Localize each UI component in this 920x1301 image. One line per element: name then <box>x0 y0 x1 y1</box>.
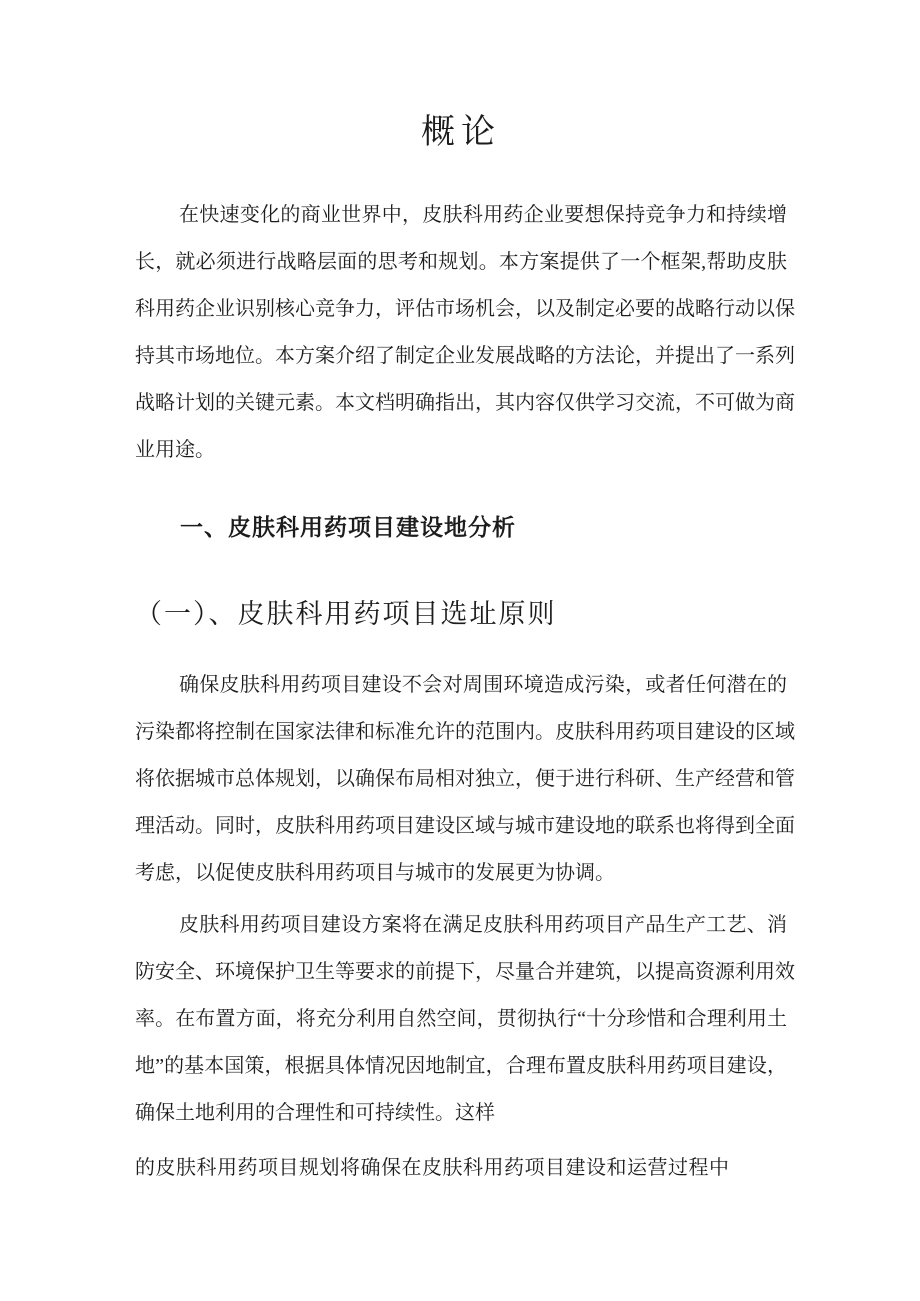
text-line: 防安全、环境保护卫生等要求的前提下，尽量合并建筑，以提高资源利用效 <box>135 961 795 983</box>
text-line: 持其市场地位。本方案介绍了制定企业发展战略的方法论，并提出了一系列 <box>135 345 795 367</box>
text-line: 确保皮肤科用药项目建设不会对周围环境造成污染，或者任何潜在的 <box>179 674 787 696</box>
subsection-heading-siting-principles: （一）、皮肤科用药项目选址原则 <box>135 599 557 629</box>
closing-line: 的皮肤科用药项目规划将确保在皮肤科用药项目建设和运营过程中 <box>135 1157 730 1179</box>
text-line: 将依据城市总体规划，以确保布局相对独立，便于进行科研、生产经营和管 <box>135 768 795 790</box>
document-title: 概论 <box>421 114 501 151</box>
intro-paragraph <box>135 192 795 474</box>
text-line: 皮肤科用药项目建设方案将在满足皮肤科用药项目产品生产工艺、消 <box>179 914 787 936</box>
text-line: 长，就必须进行战略层面的思考和规划。本方案提供了一个框架,帮助皮肤 <box>135 251 787 273</box>
text-line: 业用途。 <box>135 439 215 461</box>
siting-paragraph <box>135 662 795 897</box>
section-heading-site-analysis: 一、皮肤科用药项目建设地分析 <box>180 515 516 540</box>
text-line: 确保土地利用的合理性和可持续性。这样 <box>135 1102 495 1124</box>
text-line: 战略计划的关键元素。本文档明确指出，其内容仅供学习交流，不可做为商 <box>135 392 795 414</box>
text-line: 科用药企业识别核心竞争力，评估市场机会，以及制定必要的战略行动以保 <box>135 298 795 320</box>
text-line: 污染都将控制在国家法律和标准允许的范围内。皮肤科用药项目建设的区域 <box>135 721 795 743</box>
text-line: 地”的基本国策，根据具体情况因地制宜，合理布置皮肤科用药项目建设， <box>135 1055 787 1077</box>
layout-paragraph <box>135 902 795 1137</box>
text-line: 理活动。同时，皮肤科用药项目建设区域与城市建设地的联系也将得到全面 <box>135 815 795 837</box>
text-line: 考虑，以促使皮肤科用药项目与城市的发展更为协调。 <box>135 862 615 884</box>
text-line: 在快速变化的商业世界中，皮肤科用药企业要想保持竞争力和持续增 <box>179 204 787 226</box>
text-line: 率。在布置方面，将充分利用自然空间，贯彻执行“十分珍惜和合理利用土 <box>135 1008 787 1030</box>
